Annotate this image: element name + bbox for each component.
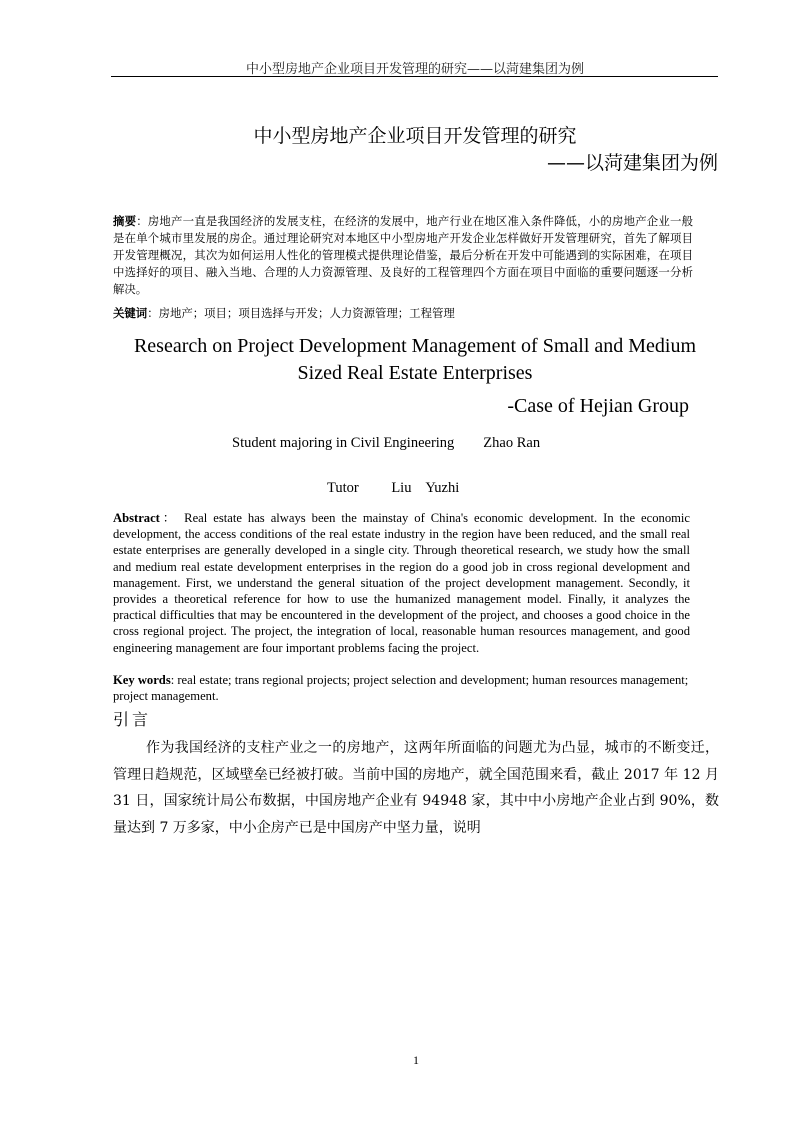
page-number: 1 xyxy=(413,1053,419,1067)
header-rule xyxy=(111,76,718,77)
cn-keywords-label: 关键词 xyxy=(113,306,148,320)
en-abstract xyxy=(113,510,690,656)
cn-keywords-text: ：房地产；项目；项目选择与开发；人力资源管理；工程管理 xyxy=(147,306,455,320)
en-subtitle: -Case of Hejian Group xyxy=(507,395,689,417)
cn-keywords xyxy=(113,305,693,322)
en-keywords-label: Key words xyxy=(113,673,171,687)
tutor-line: Tutor Liu Yuzhi xyxy=(327,480,460,496)
en-keywords xyxy=(113,672,690,704)
en-keywords-text: : real estate; trans regional projects; project selection and development; human resources management; project management. xyxy=(113,673,689,704)
author-line: Student majoring in Civil Engineering Zhao Ran xyxy=(232,435,541,451)
cn-abstract-label: 摘要 xyxy=(113,214,137,228)
en-abstract-label: Abstract xyxy=(113,511,160,525)
en-abstract-text: ： Real estate has always been the mainstay of China's economic development. In the economic development, the access conditions of the real estate industry in the region have been reduced, and the small real estate enterprises are generally developed in a single city. Through theoretical research, we study how the small and medium real estate development enterprises in the region do a good job in cross regional development and management. First, we understand the general situation of the project development management. Secondly, it provides a theoretical reference for how to use the humanized management model. Finally, it analyzes the practical difficulties that may be encountered in the development of the project, and chooses a good choice in the cross regional project. The project, the integration of local, reasonable human resources management, and good engineering management are four important problems facing the project. xyxy=(113,511,690,655)
intro-paragraph: 作为我国经济的支柱产业之一的房地产，这两年所面临的问题尤为凸显，城市的不断变迁，管理日趋规范，区域壁垒已经被打破。当前中国的房地产，就全国范围来看，截止 2017 年 12 月 31 日，国家统计局公布数据，中国房地产企业有 94948 家，其中中小房地产企业占到 90%，数量达到 7 万多家，中小企房产已是中国房产中坚力量，说明 xyxy=(113,740,719,837)
cn-title: 中小型房地产企业项目开发管理的研究 xyxy=(253,125,577,147)
cn-subtitle: ——以菏建集团为例 xyxy=(546,152,718,174)
running-header: 中小型房地产企业项目开发管理的研究——以菏建集团为例 xyxy=(245,62,584,77)
intro-heading: 引言 xyxy=(113,710,152,729)
en-title: Research on Project Development Management of Small and Medium Sized Real Estate Enterprises xyxy=(133,335,697,384)
cn-abstract xyxy=(113,213,693,298)
cn-abstract-text: ：房地产一直是我国经济的发展支柱，在经济的发展中，地产行业在地区准入条件降低，小的房地产企业一般是在单个城市里发展的房企。通过理论研究对本地区中小型房地产开发企业怎样做好开发管理研究，首先了解项目开发管理概况，其次为如何运用人性化的管理模式提供理论借鉴，最后分析在开发中可能遇到的实际困难，在项目中选择好的项目、融入当地、合理的人力资源管理、及良好的工程管理四个方面在项目中面临的重要问题逐一分析解决。 xyxy=(113,214,693,296)
